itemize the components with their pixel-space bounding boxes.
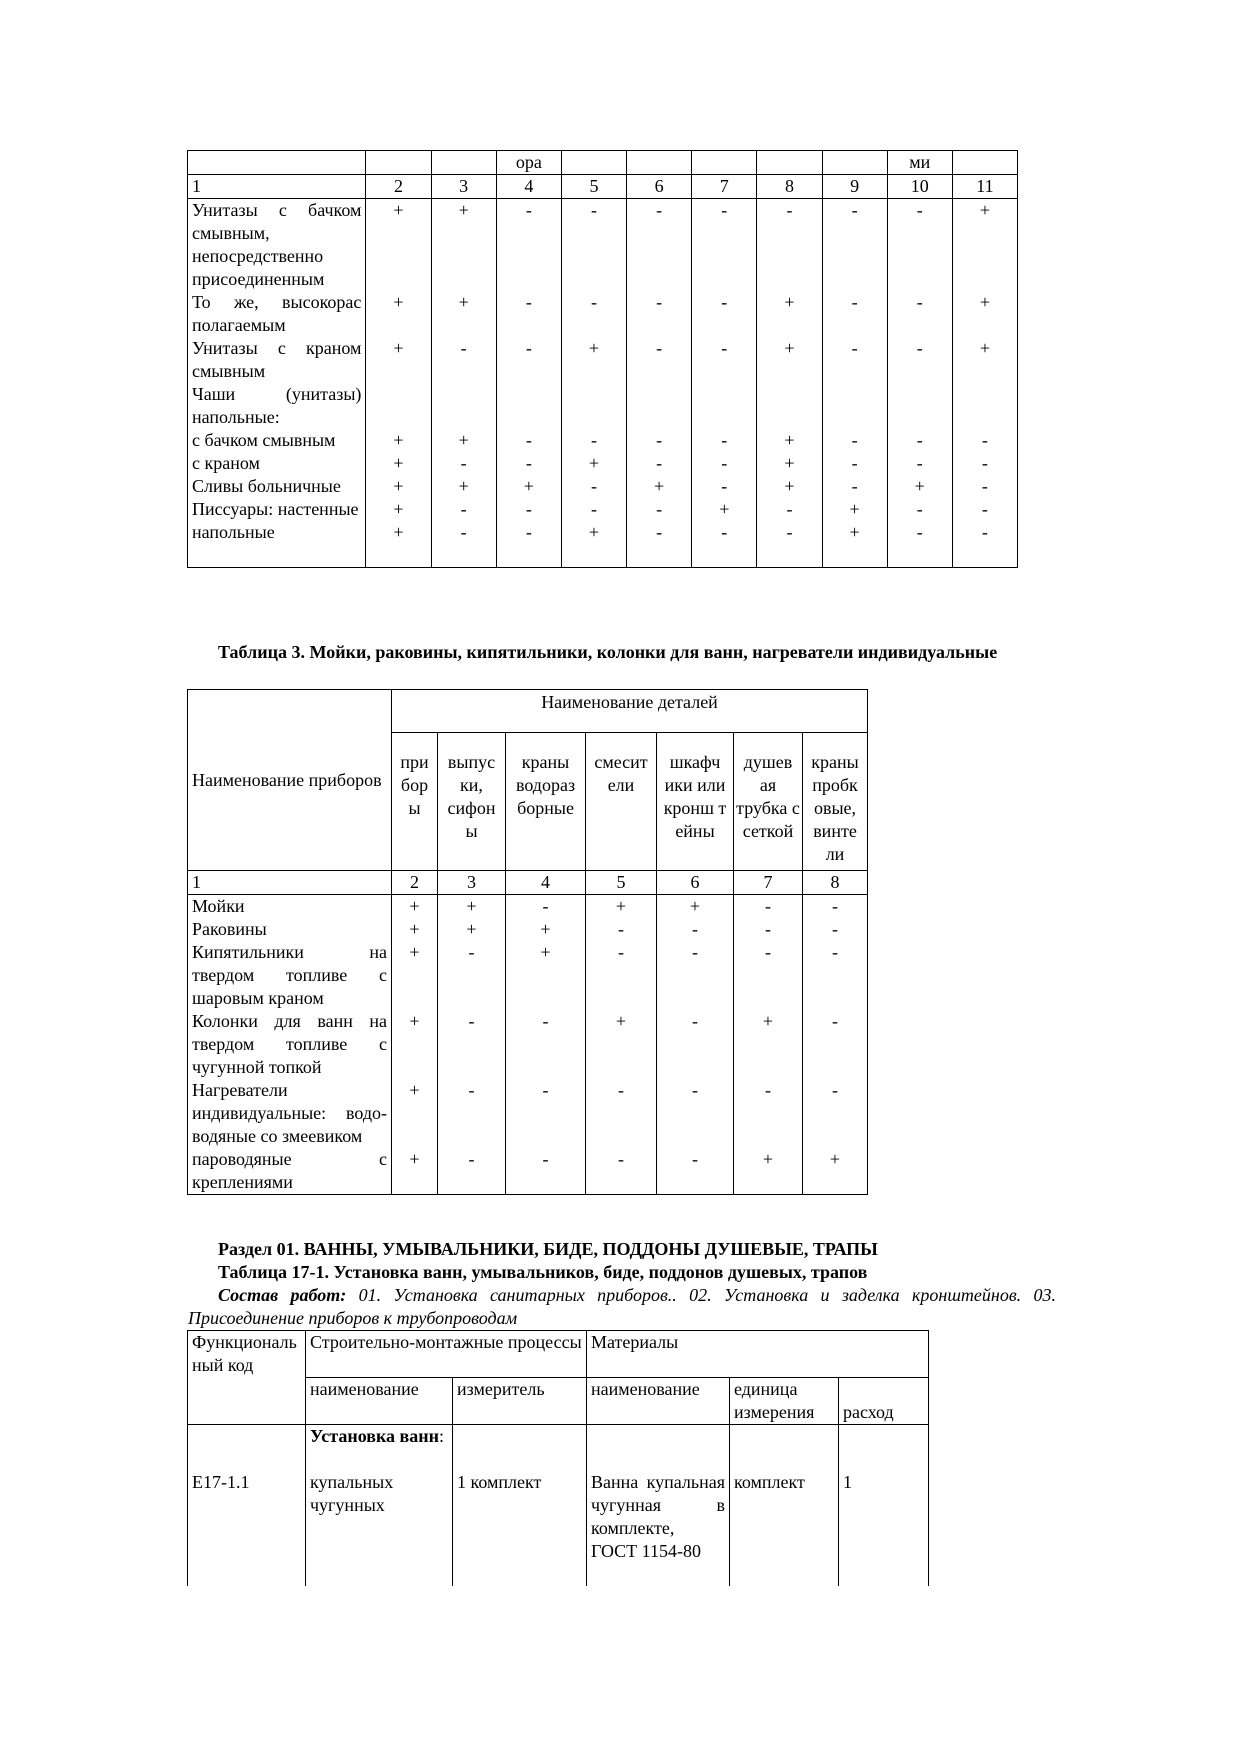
work-composition: [188, 1284, 1056, 1330]
empty-cell: [453, 1425, 587, 1471]
table3-title: Таблица 3. Мойки, раковины, кипятильники, колонки для ванн, нагреватели индивидуальные: [218, 642, 998, 662]
material-name: Ванна купальная чугунная в комплекте, ГОСТ 1154-80: [587, 1471, 730, 1586]
mark-cell: -: [438, 1079, 506, 1148]
mark-cell: [887, 383, 952, 429]
mark-cell: -: [627, 429, 692, 452]
process-name-header: наименование: [306, 1378, 453, 1425]
mark-cell: -: [803, 918, 868, 941]
mark-cell: -: [561, 291, 626, 337]
composition-label: Состав работ:: [218, 1285, 347, 1305]
mark-cell: -: [887, 452, 952, 475]
detail-header: шкафч ики или кронш т ейны: [657, 733, 734, 871]
mark-cell: -: [496, 521, 561, 568]
table17-title: Таблица 17-1. Установка ванн, умывальников, биде, поддонов душевых, трапов: [218, 1262, 868, 1282]
appliance-name: Нагреватели индивидуальные: водо-водяные со змеевиком: [188, 1079, 392, 1148]
mark-cell: -: [952, 475, 1017, 498]
mark-cell: -: [561, 199, 626, 292]
mark-cell: +: [822, 521, 887, 568]
table-row: [188, 918, 868, 941]
mark-cell: +: [734, 1010, 803, 1079]
mark-cell: -: [887, 337, 952, 383]
header-fragment-row: [188, 151, 1018, 175]
column-number: 4: [496, 175, 561, 199]
fixture-name: Писсуары: настенные: [188, 498, 366, 521]
mark-cell: -: [822, 199, 887, 292]
mark-cell: +: [392, 1010, 438, 1079]
functional-code: Е17-1.1: [188, 1471, 306, 1586]
composition-text: 01. Установка санитарных приборов.. 02. Установка и заделка кронштейнов. 03. Присоединение приборов к трубопроводам: [188, 1285, 1057, 1328]
table-row: [188, 383, 1018, 429]
fixture-name: То же, высокорас полагаемым: [188, 291, 366, 337]
detail-header: краны водораз борные: [506, 733, 586, 871]
processes-header: Строительно-монтажные процессы: [306, 1331, 587, 1378]
mark-cell: +: [757, 291, 822, 337]
appliance-name: Кипятильники на твердом топливе с шаровым краном: [188, 941, 392, 1010]
mark-cell: [627, 383, 692, 429]
meter: 1 комплект: [453, 1471, 587, 1586]
mark-cell: -: [627, 452, 692, 475]
detail-header: при бор ы: [392, 733, 438, 871]
mark-cell: -: [887, 429, 952, 452]
table-row: [188, 521, 1018, 568]
mark-cell: +: [822, 498, 887, 521]
mark-cell: -: [586, 1079, 657, 1148]
fixtures-table-continued: [187, 150, 1018, 568]
column-number: 5: [561, 175, 626, 199]
mark-cell: +: [506, 941, 586, 1010]
mark-cell: -: [657, 1148, 734, 1195]
parts-group-header: Наименование деталей: [392, 690, 868, 733]
mark-cell: -: [431, 337, 496, 383]
mark-cell: -: [627, 498, 692, 521]
header-cell: [431, 151, 496, 175]
mark-cell: -: [496, 429, 561, 452]
table-row: [188, 452, 1018, 475]
empty-cell: [730, 1425, 839, 1471]
mark-cell: +: [392, 1079, 438, 1148]
mark-cell: +: [431, 199, 496, 292]
mark-cell: [561, 383, 626, 429]
mark-cell: +: [392, 1148, 438, 1195]
column-number-row: [188, 871, 868, 895]
unit: комплект: [730, 1471, 839, 1586]
mark-cell: -: [657, 1010, 734, 1079]
fixture-name: напольные: [188, 521, 366, 568]
column-number: 3: [431, 175, 496, 199]
mark-cell: -: [692, 429, 757, 452]
mark-cell: +: [366, 199, 431, 292]
fixture-name: Чаши (унитазы) напольные:: [188, 383, 366, 429]
mark-cell: +: [392, 895, 438, 919]
installation-table: [187, 1330, 929, 1586]
group-label: Установка ванн:: [306, 1425, 453, 1471]
mark-cell: [952, 383, 1017, 429]
mark-cell: -: [692, 521, 757, 568]
mark-cell: +: [366, 475, 431, 498]
appliance-name: Колонки для ванн на твердом топливе с чугунной топкой: [188, 1010, 392, 1079]
header-cell: [692, 151, 757, 175]
column-number: 8: [757, 175, 822, 199]
mark-cell: -: [506, 1148, 586, 1195]
mark-cell: -: [887, 199, 952, 292]
group-row: [188, 1425, 929, 1471]
empty-cell: [839, 1425, 929, 1471]
mark-cell: -: [692, 452, 757, 475]
mark-cell: -: [952, 521, 1017, 568]
mark-cell: -: [627, 521, 692, 568]
header-cell: [366, 151, 431, 175]
table-row: [188, 291, 1018, 337]
mark-cell: -: [496, 291, 561, 337]
header-cell: [952, 151, 1017, 175]
mark-cell: -: [692, 475, 757, 498]
mark-cell: -: [431, 452, 496, 475]
mark-cell: [496, 383, 561, 429]
mark-cell: -: [822, 475, 887, 498]
mark-cell: -: [757, 521, 822, 568]
mark-cell: -: [692, 337, 757, 383]
mark-cell: -: [438, 1010, 506, 1079]
mark-cell: -: [496, 199, 561, 292]
column-number: 3: [438, 871, 506, 895]
mark-cell: +: [657, 895, 734, 919]
header-cell: [822, 151, 887, 175]
mark-cell: +: [561, 337, 626, 383]
mark-cell: -: [822, 429, 887, 452]
column-number: 1: [188, 871, 392, 895]
mark-cell: +: [561, 521, 626, 568]
appliance-name-header: Наименование приборов: [188, 690, 392, 871]
mark-cell: [822, 383, 887, 429]
mark-cell: +: [392, 941, 438, 1010]
mark-cell: -: [627, 337, 692, 383]
mark-cell: [431, 383, 496, 429]
mark-cell: +: [496, 475, 561, 498]
mark-cell: -: [561, 498, 626, 521]
header-cell: [627, 151, 692, 175]
mark-cell: -: [887, 498, 952, 521]
detail-header: смесит ели: [586, 733, 657, 871]
mark-cell: +: [438, 918, 506, 941]
process-name: купальных чугунных: [306, 1471, 453, 1586]
fixture-name: с краном: [188, 452, 366, 475]
fixture-name: Унитазы с бачком смывным, непосредственно присоединенным: [188, 199, 366, 292]
mark-cell: +: [757, 452, 822, 475]
materials-header: Материалы: [587, 1331, 929, 1378]
mark-cell: -: [657, 918, 734, 941]
mark-cell: [692, 383, 757, 429]
code-header: Функциональный код: [188, 1331, 306, 1425]
column-number: 8: [803, 871, 868, 895]
column-number: 9: [822, 175, 887, 199]
column-number: 4: [506, 871, 586, 895]
fixture-name: с бачком смывным: [188, 429, 366, 452]
detail-header: выпус ки, сифон ы: [438, 733, 506, 871]
table-row: [188, 895, 868, 919]
mark-cell: -: [803, 895, 868, 919]
mark-cell: +: [952, 291, 1017, 337]
mark-cell: -: [627, 291, 692, 337]
column-number: 7: [734, 871, 803, 895]
column-number: 6: [627, 175, 692, 199]
mark-cell: -: [692, 291, 757, 337]
mark-cell: +: [734, 1148, 803, 1195]
column-number: 11: [952, 175, 1017, 199]
column-number: 6: [657, 871, 734, 895]
mark-cell: +: [627, 475, 692, 498]
mark-cell: -: [431, 521, 496, 568]
table-row: [188, 199, 1018, 292]
mark-cell: +: [757, 429, 822, 452]
mark-cell: +: [586, 1010, 657, 1079]
mark-cell: +: [431, 429, 496, 452]
mark-cell: +: [757, 475, 822, 498]
column-number: 10: [887, 175, 952, 199]
mark-cell: +: [506, 918, 586, 941]
mark-cell: -: [757, 199, 822, 292]
column-number: 5: [586, 871, 657, 895]
appliance-name: Раковины: [188, 918, 392, 941]
table-row: [188, 1471, 929, 1586]
fixture-name: Унитазы с краном смывным: [188, 337, 366, 383]
column-number-row: [188, 175, 1018, 199]
mark-cell: +: [438, 895, 506, 919]
mark-cell: +: [392, 918, 438, 941]
mark-cell: -: [734, 1079, 803, 1148]
mark-cell: +: [561, 452, 626, 475]
header-cell: ора: [496, 151, 561, 175]
rate: 1: [839, 1471, 929, 1586]
column-number: 2: [366, 175, 431, 199]
mark-cell: +: [366, 337, 431, 383]
mark-cell: +: [366, 498, 431, 521]
mark-cell: -: [657, 941, 734, 1010]
mark-cell: +: [952, 337, 1017, 383]
table3-header-top: [188, 690, 868, 733]
washbasins-table: [187, 689, 868, 1195]
detail-header: краны пробк овые, винте ли: [803, 733, 868, 871]
material-name-header: наименование: [587, 1378, 730, 1425]
mark-cell: [366, 383, 431, 429]
fixture-name: Сливы больничные: [188, 475, 366, 498]
appliance-name: Мойки: [188, 895, 392, 919]
mark-cell: +: [887, 475, 952, 498]
appliance-name: пароводяные с креплениями: [188, 1148, 392, 1195]
mark-cell: -: [822, 452, 887, 475]
detail-header: душев ая трубка с сеткой: [734, 733, 803, 871]
mark-cell: -: [561, 429, 626, 452]
mark-cell: -: [496, 337, 561, 383]
table-row: [188, 337, 1018, 383]
table-row: [188, 1148, 868, 1195]
column-number: 2: [392, 871, 438, 895]
mark-cell: -: [887, 521, 952, 568]
mark-cell: [757, 383, 822, 429]
mark-cell: -: [506, 1010, 586, 1079]
mark-cell: -: [561, 475, 626, 498]
mark-cell: -: [803, 1010, 868, 1079]
mark-cell: -: [734, 918, 803, 941]
meter-header: измеритель: [453, 1378, 587, 1425]
mark-cell: -: [506, 1079, 586, 1148]
mark-cell: -: [496, 452, 561, 475]
mark-cell: +: [366, 521, 431, 568]
mark-cell: -: [803, 1079, 868, 1148]
mark-cell: -: [627, 199, 692, 292]
table-row: [188, 475, 1018, 498]
header-cell: [757, 151, 822, 175]
mark-cell: -: [952, 452, 1017, 475]
empty-cell: [587, 1425, 730, 1471]
mark-cell: +: [366, 291, 431, 337]
table-row: [188, 1010, 868, 1079]
mark-cell: -: [952, 429, 1017, 452]
mark-cell: -: [887, 291, 952, 337]
mark-cell: -: [506, 895, 586, 919]
mark-cell: -: [822, 291, 887, 337]
mark-cell: +: [586, 895, 657, 919]
table-row: [188, 429, 1018, 452]
mark-cell: +: [692, 498, 757, 521]
mark-cell: -: [586, 918, 657, 941]
table17-header-top: [188, 1331, 929, 1378]
mark-cell: +: [952, 199, 1017, 292]
mark-cell: -: [438, 941, 506, 1010]
mark-cell: -: [431, 498, 496, 521]
table-row: [188, 498, 1018, 521]
mark-cell: -: [822, 337, 887, 383]
mark-cell: +: [366, 452, 431, 475]
mark-cell: -: [438, 1148, 506, 1195]
mark-cell: -: [586, 1148, 657, 1195]
header-cell: [188, 151, 366, 175]
mark-cell: -: [586, 941, 657, 1010]
section-title: Раздел 01. ВАННЫ, УМЫВАЛЬНИКИ, БИДЕ, ПОДДОНЫ ДУШЕВЫЕ, ТРАПЫ: [218, 1239, 878, 1259]
mark-cell: +: [757, 337, 822, 383]
mark-cell: -: [734, 941, 803, 1010]
empty-cell: [188, 1425, 306, 1471]
mark-cell: +: [431, 475, 496, 498]
mark-cell: -: [952, 498, 1017, 521]
mark-cell: -: [734, 895, 803, 919]
table-row: [188, 1079, 868, 1148]
header-cell: [561, 151, 626, 175]
column-number: 7: [692, 175, 757, 199]
mark-cell: +: [366, 429, 431, 452]
table-row: [188, 941, 868, 1010]
column-number: 1: [188, 175, 366, 199]
unit-header: единица измерения: [730, 1378, 839, 1425]
mark-cell: -: [803, 941, 868, 1010]
mark-cell: -: [496, 498, 561, 521]
mark-cell: -: [657, 1079, 734, 1148]
header-cell: ми: [887, 151, 952, 175]
mark-cell: +: [431, 291, 496, 337]
mark-cell: +: [803, 1148, 868, 1195]
rate-header: расход: [839, 1378, 929, 1425]
mark-cell: -: [757, 498, 822, 521]
mark-cell: -: [692, 199, 757, 292]
